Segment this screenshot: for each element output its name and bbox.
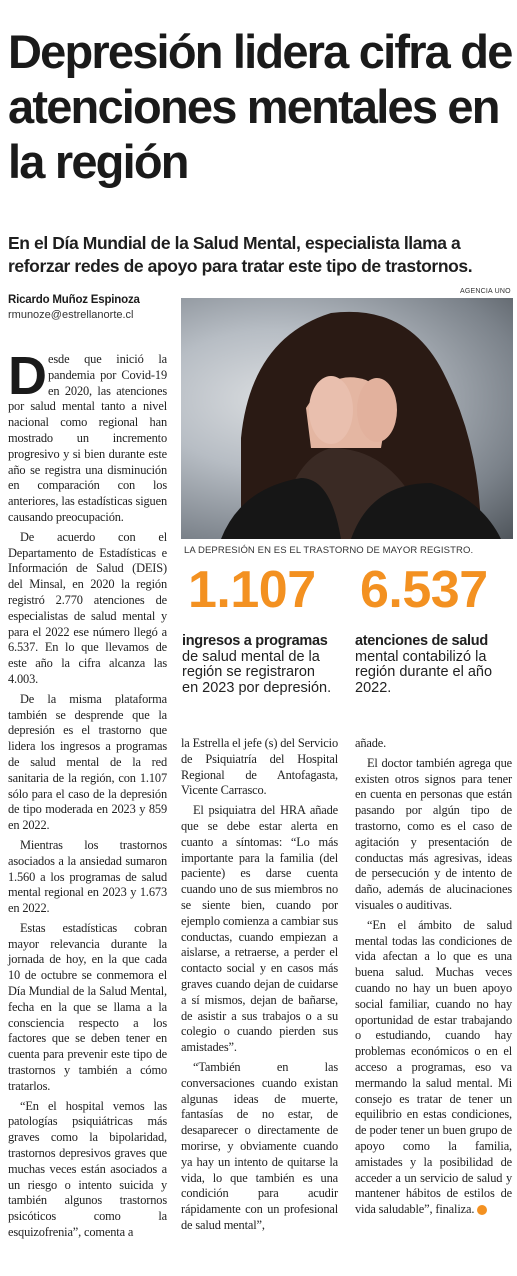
- byline-author: Ricardo Muñoz Espinoza: [8, 294, 140, 306]
- body-paragraph: De la misma plataforma también se desprende que la depresión es el trastorno que lidera los ingresos a programas de salud mental de la red sanitaria de la región, con 1.107 sólo para el caso de la depresión de tipo moderada en 2023 y 859 en 2022.: [8, 691, 167, 833]
- woman-covering-face-illustration: [181, 298, 513, 539]
- body-paragraph: “En el hospital vemos las patologías psiquiátricas más graves como la bipolaridad, trastornos depresivos graves que muchas veces están asociados a un riesgo o intento suicida y también algunos trastornos psicóticos como la esquizofrenia”, comenta a: [8, 1098, 167, 1240]
- body-paragraph: Estas estadísticas cobran mayor relevancia durante la jornada de hoy, en la que cada 10 de octubre se conmemora el Día Mundial de la Salud Mental, fecha en la que se llama a la consciencia respecto a los factores que se deben tener en cuenta para prevenir este tipo de trastornos y también a cómo tratarlos.: [8, 920, 167, 1093]
- photo-caption: LA DEPRESIÓN EN ES EL TRASTORNO DE MAYOR REGISTRO.: [184, 545, 474, 556]
- article-photo: [181, 298, 513, 539]
- subtitle: En el Día Mundial de la Salud Mental, especialista llama a reforzar redes de apoyo para tratar este tipo de trastornos.: [8, 233, 473, 276]
- drop-cap: D: [8, 346, 47, 406]
- photo-credit: AGENCIA UNO: [460, 288, 511, 295]
- body-paragraph: Mientras los trastornos asociados a la ansiedad sumaron 1.560 a los programas de salud mental regional en 2023 y 1.673 en 2022.: [8, 837, 167, 916]
- end-mark-icon: ✪: [477, 1205, 487, 1215]
- stat-number-2: 6.537: [360, 561, 488, 619]
- stat-lead-1: ingresos a programas: [182, 633, 328, 649]
- body-paragraph: “En el ámbito de salud mental todas las condiciones de vida afectan a lo que es una buena salud. Muchas veces cuando no hay un buen apoyo social familiar, cuando no hay oportunidad de estar trabajando o estudiando, cuando hay problemas económicos o en el acceso a programas, eso va mermando la salud mental. Mi consejo es tratar de tener un equilibrio en estas condiciones, de poder tener un buen grupo de apoyo como la familia, amistades y la posibilidad de acceder a un servicio de salud y mantener hábitos de estilos de vida saludable”, finaliza. ✪: [355, 917, 512, 1217]
- stat-number-1: 1.107: [188, 561, 316, 619]
- byline-email[interactable]: rmunoze@estrellanorte.cl: [8, 309, 134, 321]
- body-paragraph: El psiquiatra del HRA añade que se debe estar alerta en cuanto a síntomas: “Lo más importante para la familia (del paciente) es darse cuenta cuando uno de sus miembros no se siente bien, cuando por ejemplo comienza a cambiar sus conductas, cuando empiezan a aislarse, a retraerse, a perder el contacto social y en casos más graves cuando dejan de cuidarse a sí mismos, dejan de bañarse, de asistir a sus trabajos o a su colegio o cuando pierden sus amistades”.: [181, 803, 338, 1055]
- stat-lead-2: atenciones de salud: [355, 633, 488, 649]
- article-column-3: [355, 736, 512, 1222]
- body-paragraph: De acuerdo con el Departamento de Estadísticas e Información de Salud (DEIS) del Minsal, en 2020 la región registró 2.770 atenciones de especialistas de salud mental y para el 2022 ese número llegó a 6.537. En lo que llevamos de este año la cifra alcanza las 4.003.: [8, 529, 167, 686]
- stat-description-2: [355, 634, 505, 696]
- stat-rest-2: mental contabilizó la región durante el año 2022.: [355, 648, 493, 696]
- body-paragraph: la Estrella el jefe (s) del Servicio de Psiquiatría del Hospital Regional de Antofagasta, Vicente Carrasco.: [181, 736, 338, 798]
- stat-description-1: [182, 634, 332, 696]
- body-paragraph: Desde que inició la pandemia por Covid-19 en 2020, las atenciones por salud mental tanto a nivel nacional como regional han mostrado un incremento progresivo y si bien durante este año se registra una disminución en comparación con los anteriores, las estadísticas siguen causando preocupación.: [8, 346, 167, 524]
- stat-rest-1: de salud mental de la región se registraron en 2023 por depresión.: [182, 648, 332, 696]
- body-paragraph: “También en las conversaciones cuando existan algunas ideas de muerte, fantasías de no estar, de desaparecer o directamente de morirse, y obviamente cuando ya hay un intento de quitarse la vida, lo que también es una condición para acudir rápidamente con un profesional de salud mental”,: [181, 1059, 338, 1232]
- headline: Depresión lidera cifra de atenciones mentales en la región: [8, 25, 512, 188]
- article-column-2: [181, 736, 338, 1238]
- article-column-1: [8, 346, 167, 1245]
- body-paragraph: El doctor también agrega que existen otros signos para tener en cuenta en personas que están pasando por algún tipo de trastorno, como es el caso de agitación y presentación de conductas más agresivas, ideas de persecución y de intento de daño, además de alucinaciones visuales o auditivas.: [355, 755, 512, 912]
- body-paragraph: añade.: [355, 736, 387, 750]
